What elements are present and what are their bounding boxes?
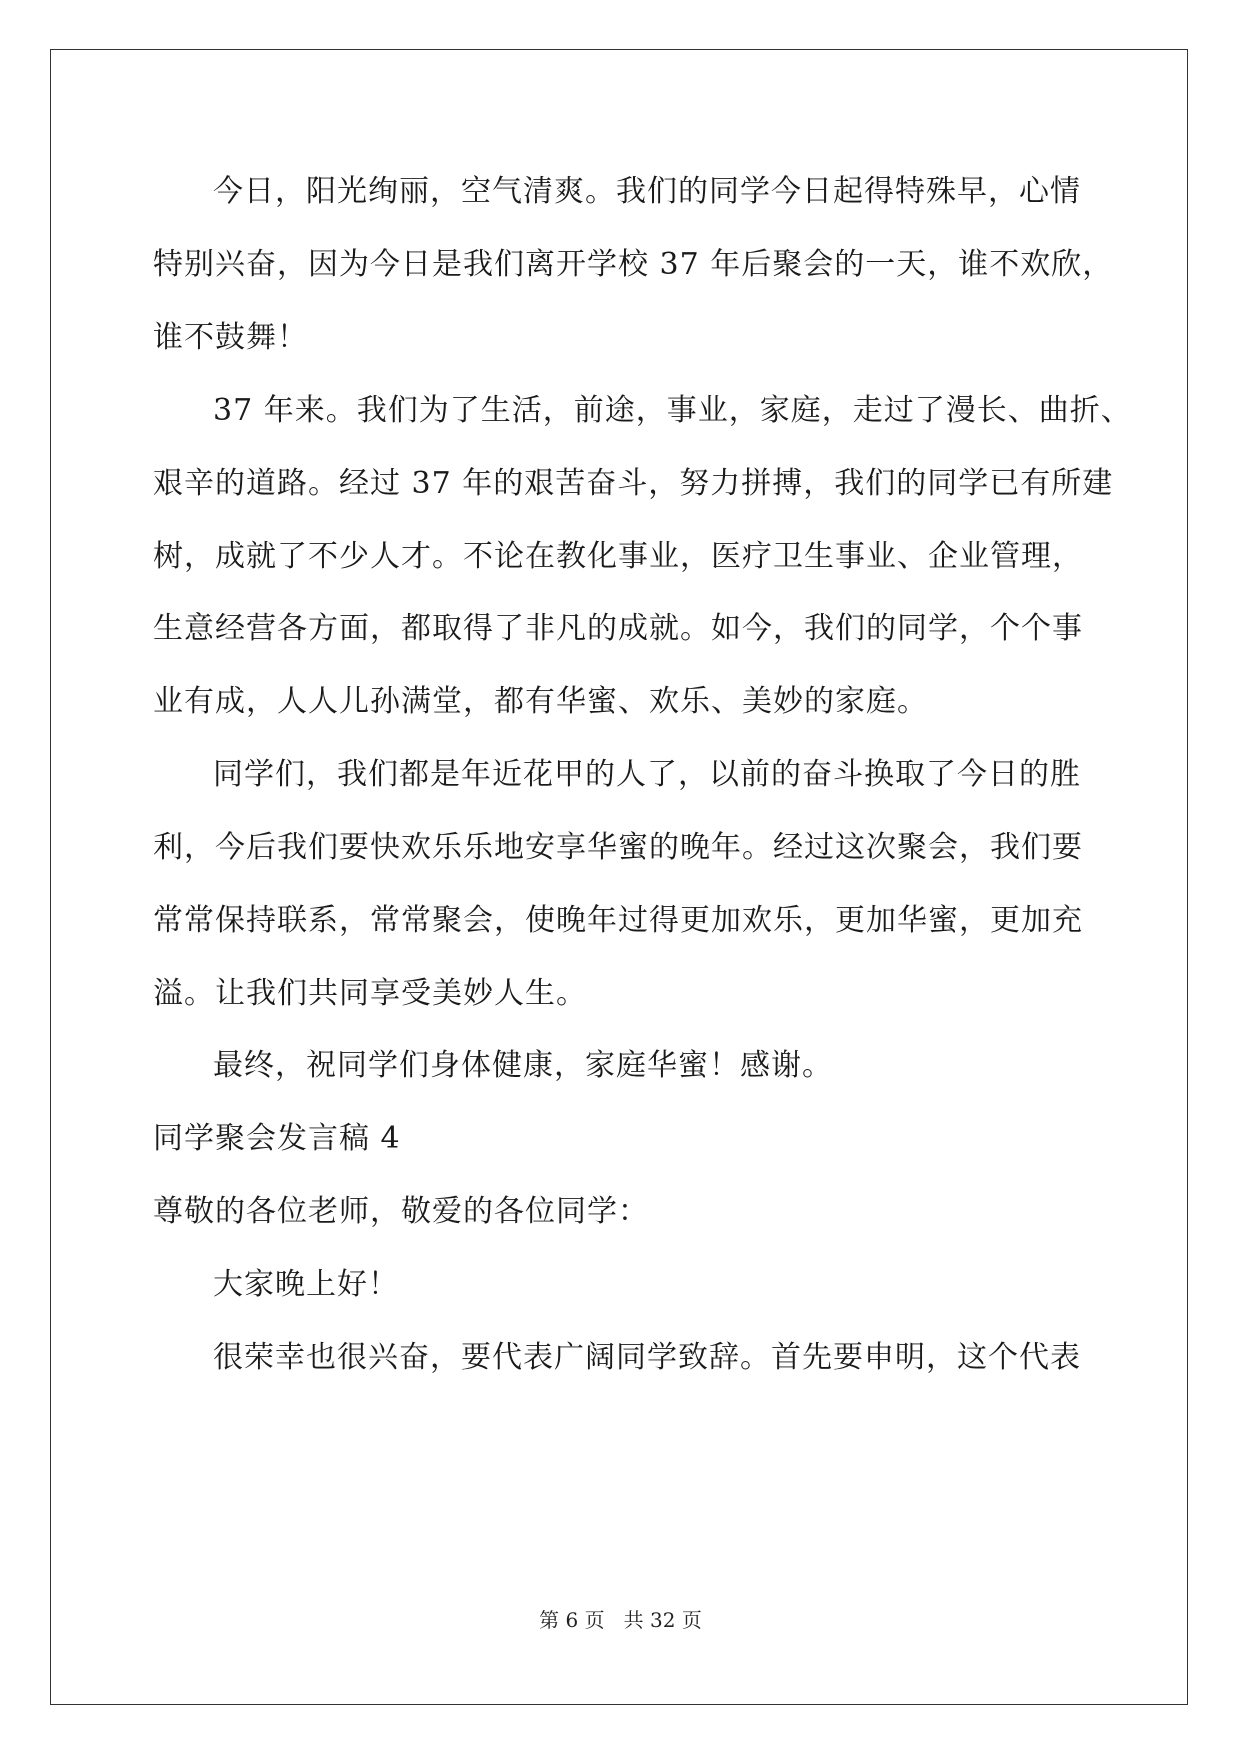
- text-line: 树，成就了不少人才。不论在教化事业，医疗卫生事业、企业管理，: [153, 539, 1083, 574]
- text-line: 特别兴奋，因为今日是我们离开学校 37 年后聚会的一天，谁不欢欣，: [153, 247, 1114, 282]
- text-line: 37 年来。我们为了生活，前途，事业，家庭，走过了漫长、曲折、: [213, 393, 1132, 428]
- text-line: 最终，祝同学们身体健康，家庭华蜜！感谢。: [213, 1048, 833, 1083]
- page-footer: 第 6 页 共 32 页: [539, 1608, 702, 1632]
- text-line: 利，今后我们要快欢乐乐地安享华蜜的晚年。经过这次聚会，我们要: [153, 830, 1083, 865]
- text-line: 溢。让我们共同享受美妙人生。: [153, 976, 587, 1011]
- text-line: 常常保持联系，常常聚会，使晚年过得更加欢乐，更加华蜜，更加充: [153, 903, 1083, 938]
- text-line: 谁不鼓舞！: [153, 320, 308, 355]
- salutation: 尊敬的各位老师，敬爱的各位同学：: [153, 1194, 649, 1229]
- section-heading: 同学聚会发言稿 4: [153, 1121, 401, 1156]
- text-line: 业有成，人人儿孙满堂，都有华蜜、欢乐、美妙的家庭。: [153, 684, 928, 719]
- text-line: 艰辛的道路。经过 37 年的艰苦奋斗，努力拼搏，我们的同学已有所建: [153, 466, 1114, 501]
- text-line: 今日，阳光绚丽，空气清爽。我们的同学今日起得特殊早，心情: [213, 174, 1081, 209]
- text-line: 生意经营各方面，都取得了非凡的成就。如今，我们的同学，个个事: [153, 611, 1083, 646]
- text-line: 同学们，我们都是年近花甲的人了，以前的奋斗换取了今日的胜: [213, 757, 1081, 792]
- greeting: 大家晚上好！: [213, 1267, 399, 1302]
- text-line: 很荣幸也很兴奋，要代表广阔同学致辞。首先要申明，这个代表: [213, 1340, 1081, 1375]
- page-frame: [50, 49, 1188, 1705]
